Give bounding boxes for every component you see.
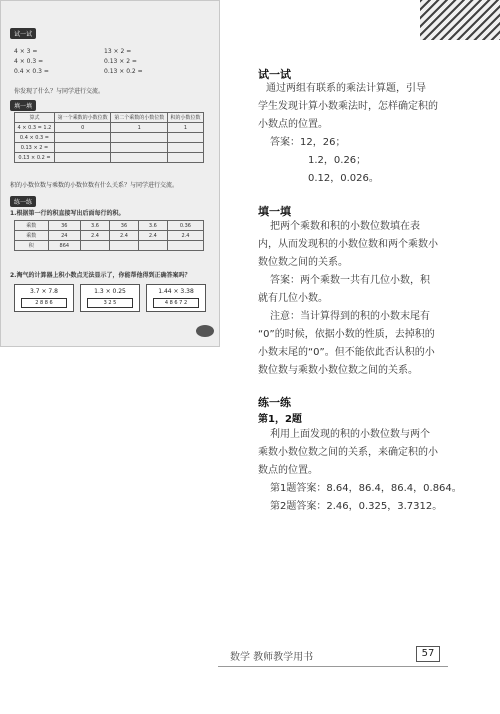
cell xyxy=(111,143,168,153)
task-2: 2.淘气的计算器上积小数点无法显示了，你能帮他得到正确答案吗？ xyxy=(10,272,191,279)
calc-screen: 2 8 8 6 xyxy=(21,298,67,308)
eq-right-3: 0.13 × 0.2 = xyxy=(104,68,143,75)
th: 第一个乘数的小数位数 xyxy=(54,113,111,123)
heading-try: 试一试 xyxy=(258,68,291,81)
para-try-3: 小数点的位置。 xyxy=(258,119,328,130)
question: 积的小数位数与乘数的小数位数有什么关系？与同学进行交流。 xyxy=(10,182,179,189)
cell: 0.36 xyxy=(167,221,203,231)
cell xyxy=(168,133,204,143)
calc-box-2 xyxy=(80,284,140,312)
decimal-places-table xyxy=(14,112,204,163)
eq-left-3: 0.4 × 0.3 = xyxy=(14,68,49,75)
textbook-page-thumbnail xyxy=(0,0,220,347)
cell: 0.13 × 2 = xyxy=(15,143,55,153)
task-1: 1.根据第一行的积直接写出后面每行的积。 xyxy=(10,210,125,217)
eq-left-1: 4 × 3 = xyxy=(14,48,38,55)
calc-question: 1.44 × 3.38 xyxy=(158,288,194,295)
cell xyxy=(138,241,167,251)
cell: 2.4 xyxy=(138,231,167,241)
note-4: 数位数与乘数小数位数之间的关系。 xyxy=(258,365,418,376)
eq-left-2: 4 × 0.3 = xyxy=(14,58,44,65)
label-try: 试一试 xyxy=(10,28,36,39)
practice-table xyxy=(14,220,204,251)
footer-text: 数学 教师教学用书 xyxy=(230,652,314,663)
cell: 2.4 xyxy=(81,231,110,241)
cell: 1 xyxy=(168,123,204,133)
cell xyxy=(81,241,110,251)
cell xyxy=(167,241,203,251)
answer-try-1: 答案：12，26； xyxy=(270,137,346,148)
cell xyxy=(111,153,168,163)
cell: 积 xyxy=(15,241,49,251)
para-fill-3: 数位数之间的关系。 xyxy=(258,257,348,268)
calc-screen: 3 2 5 xyxy=(87,298,133,308)
answer-try-3: 0.12，0.026。 xyxy=(308,173,379,184)
para-fill-2: 内，从而发现积的小数位数和两个乘数小 xyxy=(258,239,438,250)
para-try-1: 通过两组有联系的乘法计算题，引导 xyxy=(266,83,426,94)
note-1: 注意：当计算得到的积的小数末尾有 xyxy=(270,311,430,322)
cell xyxy=(54,143,111,153)
label-practice: 练一练 xyxy=(10,196,36,207)
cell: 乘数 xyxy=(15,221,49,231)
cell xyxy=(168,153,204,163)
answer-fill-1: 答案：两个乘数一共有几位小数，积 xyxy=(270,275,430,286)
cell xyxy=(109,241,138,251)
page-marker xyxy=(196,325,214,337)
cell: 4 × 0.3 = 1.2 xyxy=(15,123,55,133)
calc-screen: 4 8 6 7 2 xyxy=(153,298,199,308)
calc-question: 1.3 × 0.25 xyxy=(94,288,126,295)
para-practice-3: 数点的位置。 xyxy=(258,465,318,476)
calc-box-1 xyxy=(14,284,74,312)
cell: 36 xyxy=(109,221,138,231)
calc-question: 3.7 × 7.8 xyxy=(30,288,58,295)
cell: 0.4 × 0.3 = xyxy=(15,133,55,143)
th: 算式 xyxy=(15,113,55,123)
page-number: 57 xyxy=(416,646,440,662)
answer-q2: 第2题答案：2.46，0.325，3.7312。 xyxy=(270,501,443,512)
cell: 36 xyxy=(48,221,81,231)
cell: 1 xyxy=(111,123,168,133)
note-3: 小数末尾的“0”。但不能依此否认积的小 xyxy=(258,347,435,358)
cell: 2.4 xyxy=(109,231,138,241)
heading-fill: 填一填 xyxy=(258,205,291,218)
cell: 0 xyxy=(54,123,111,133)
answer-try-2: 1.2，0.26； xyxy=(308,155,367,166)
cell: 3.6 xyxy=(138,221,167,231)
th: 积的小数位数 xyxy=(168,113,204,123)
para-practice-1: 利用上面发现的积的小数位数与两个 xyxy=(270,429,430,440)
cell: 3.6 xyxy=(81,221,110,231)
heading-questions-1-2: 第1，2题 xyxy=(258,414,302,425)
cell: 乘数 xyxy=(15,231,49,241)
note-2: “0”的时候，依据小数的性质，去掉积的 xyxy=(258,329,435,340)
cell: 864 xyxy=(48,241,81,251)
calc-box-3 xyxy=(146,284,206,312)
para-try-2: 学生发现计算小数乘法时，怎样确定积的 xyxy=(258,101,438,112)
footer-rule xyxy=(218,666,448,667)
cell xyxy=(54,153,111,163)
heading-practice: 练一练 xyxy=(258,396,291,409)
eq-right-1: 13 × 2 = xyxy=(104,48,132,55)
label-fill: 填一填 xyxy=(10,100,36,111)
cell: 0.13 × 0.2 = xyxy=(15,153,55,163)
para-practice-2: 乘数小数位数之间的关系，来确定积的小 xyxy=(258,447,438,458)
answer-fill-2: 就有几位小数。 xyxy=(258,293,328,304)
prompt: 你发现了什么？与同学进行交流。 xyxy=(14,88,105,95)
cell: 2.4 xyxy=(167,231,203,241)
para-fill-1: 把两个乘数和积的小数位数填在表 xyxy=(270,221,420,232)
cell xyxy=(111,133,168,143)
eq-right-2: 0.13 × 2 = xyxy=(104,58,137,65)
cell: 24 xyxy=(48,231,81,241)
answer-q1: 第1题答案：8.64，86.4，86.4，0.864。 xyxy=(270,483,462,494)
th: 第二个乘数的小数位数 xyxy=(111,113,168,123)
cell xyxy=(54,133,111,143)
cell xyxy=(168,143,204,153)
